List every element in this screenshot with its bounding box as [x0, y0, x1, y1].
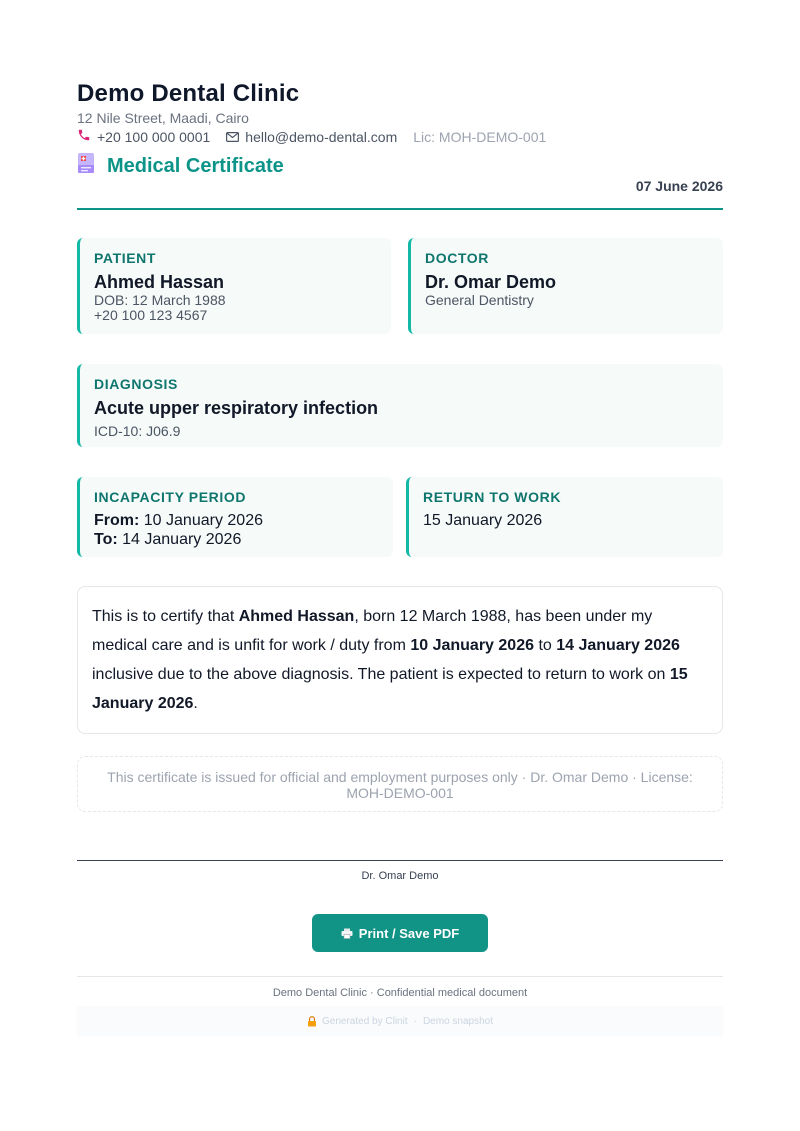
statement-text-4: inclusive due to the above diagnosis. The patient is expected to return to work on — [92, 666, 670, 683]
diagnosis-name: Acute upper respiratory infection — [94, 398, 379, 418]
clinic-license: Lic: MOH-DEMO-001 — [413, 128, 547, 145]
incapacity-from-label: From: — [94, 512, 140, 529]
incapacity-label: INCAPACITY PERIOD — [94, 489, 247, 505]
lock-icon — [307, 1016, 317, 1027]
doctor-name: Dr. Omar Demo — [425, 272, 557, 292]
signature-name: Dr. Omar Demo — [361, 870, 439, 882]
statement-to-date: 14 January 2026 — [556, 637, 680, 654]
printer-icon — [341, 928, 353, 939]
document-date: 07 June 2026 — [635, 178, 723, 194]
generated-by-bar — [77, 1006, 723, 1036]
statement-text-3: to — [534, 637, 557, 654]
signature-line — [77, 860, 723, 861]
phone-icon — [77, 128, 91, 145]
incapacity-from — [94, 511, 379, 530]
footer-divider — [77, 976, 723, 977]
clinic-phone-text: +20 100 000 0001 — [97, 128, 211, 145]
doctor-specialty: General Dentistry — [425, 292, 534, 308]
clinic-name: Demo Dental Clinic — [77, 80, 300, 107]
generated-separator: · — [413, 1015, 417, 1027]
statement-return-date: 15 January 2026 — [92, 666, 688, 712]
clinic-address: 12 Nile Street, Maadi, Cairo — [77, 110, 249, 126]
incapacity-to-label: To: — [94, 531, 118, 548]
print-button-label: Print / Save PDF — [358, 925, 460, 941]
generated-by-text: Generated by Clinit — [322, 1015, 408, 1027]
return-to-work-label: RETURN TO WORK — [423, 489, 562, 505]
document-title — [77, 152, 284, 180]
incapacity-from-date: 10 January 2026 — [143, 512, 263, 529]
statement-text-2: , born 12 March 1988, has been under my medical care and is unfit for work / duty from — [92, 608, 653, 654]
doctor-card — [408, 238, 723, 334]
clinic-contacts — [77, 128, 562, 145]
patient-phone: +20 100 123 4567 — [94, 307, 208, 323]
return-to-work-date: 15 January 2026 — [423, 512, 543, 529]
footer-text: Demo Dental Clinic · Confidential medical document — [272, 987, 528, 999]
print-save-pdf-button[interactable] — [312, 914, 488, 952]
incapacity-card — [77, 477, 393, 557]
statement-from-date: 10 January 2026 — [410, 637, 534, 654]
document-title-text: Medical Certificate — [107, 154, 284, 177]
incapacity-to — [94, 530, 379, 549]
incapacity-to-date: 14 January 2026 — [122, 531, 242, 548]
patient-card — [77, 238, 391, 334]
patient-label: PATIENT — [94, 250, 157, 266]
clinic-phone — [77, 128, 210, 145]
statement-text-1: This is to certify that — [92, 608, 239, 625]
clinic-email — [226, 129, 397, 145]
diagnosis-code: ICD-10: J06.9 — [94, 423, 181, 439]
return-to-work-card — [406, 477, 723, 557]
patient-dob: DOB: 12 March 1988 — [94, 292, 226, 308]
statement-text-5: . — [193, 695, 198, 712]
diagnosis-card — [77, 364, 723, 447]
doctor-label: DOCTOR — [425, 250, 490, 266]
patient-name: Ahmed Hassan — [94, 272, 225, 292]
demo-snapshot-text: Demo snapshot — [422, 1015, 493, 1027]
certification-statement — [77, 586, 723, 734]
certificate-icon — [77, 152, 107, 180]
issued-note: This certificate is issued for official and employment purposes only · Dr. Omar Demo · License: MOH-DEMO-001 — [77, 756, 723, 812]
mail-icon — [226, 129, 239, 145]
header-divider — [77, 208, 723, 210]
diagnosis-label: DIAGNOSIS — [94, 376, 178, 392]
clinic-email-text: hello@demo-dental.com — [245, 128, 398, 145]
statement-patient-name: Ahmed Hassan — [238, 608, 355, 625]
